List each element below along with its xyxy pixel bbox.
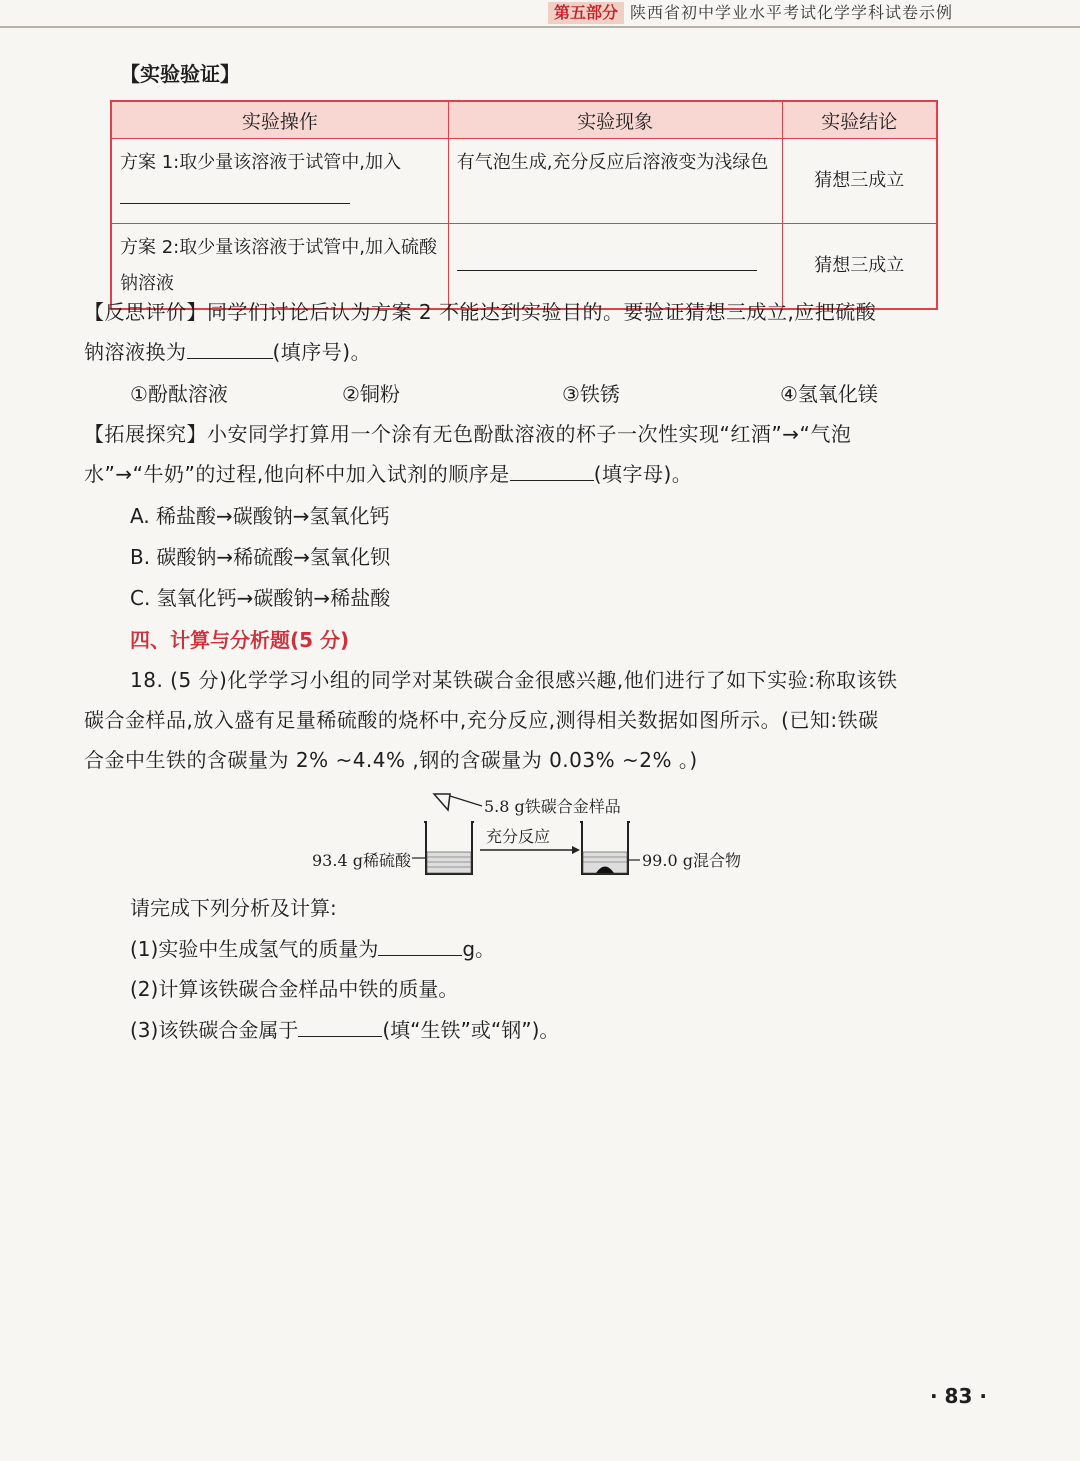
header-title: 陕西省初中学业水平考试化学学科试卷示例 <box>630 3 954 22</box>
reflection-line-2-hint: (填序号)。 <box>272 340 372 364</box>
option-item: ②铜粉 <box>342 382 400 406</box>
question-18-line-1: 18. (5 分)化学学习小组的同学对某铁碳合金很感兴趣,他们进行了如下实验:称取该铁 <box>130 668 898 692</box>
option-item: ④氢氧化镁 <box>780 382 878 406</box>
page-number: · 83 · <box>930 1384 987 1408</box>
reflection-line-2-text: 钠溶液换为 <box>84 340 187 364</box>
answer-blank[interactable] <box>120 202 350 204</box>
reaction-arrowhead-icon <box>572 846 580 854</box>
extension-line-2 <box>84 454 964 494</box>
table-cell-operation: 方案 2:取少量该溶液于试管中,加入硫酸钠溶液 <box>111 224 448 310</box>
reflection-paragraph <box>84 292 964 372</box>
sub-question-2: (2)计算该铁碳合金样品中铁的质量。 <box>130 977 459 1001</box>
table-cell-operation <box>111 139 448 224</box>
left-beaker-icon <box>424 822 474 874</box>
reflection-line-2 <box>84 332 964 372</box>
diagram-mixture-label: 99.0 g混合物 <box>642 851 741 870</box>
instructions-text: 请完成下列分析及计算: <box>130 896 337 920</box>
table-header-cell: 实验结论 <box>782 101 937 139</box>
extension-line-2-hint: (填字母)。 <box>593 462 693 486</box>
table-cell-phenomenon: 有气泡生成,充分反应后溶液变为浅绿色 <box>448 139 782 224</box>
sub-question-1 <box>130 929 495 969</box>
header-part-label: 第五部分 <box>548 2 624 24</box>
question-18-line-3: 合金中生铁的含碳量为 2% ~4.4% ,钢的含碳量为 0.03% ~2% 。) <box>84 748 698 772</box>
experiment-diagram <box>300 786 760 886</box>
question-18 <box>84 660 964 780</box>
calculation-section-title: 四、计算与分析题(5 分) <box>130 628 350 652</box>
table-header-cell: 实验操作 <box>111 101 448 139</box>
option-item: ③铁锈 <box>562 382 620 406</box>
sub-question-3-text: (3)该铁碳合金属于 <box>130 1018 299 1042</box>
option-item: ①酚酞溶液 <box>130 382 228 406</box>
answer-blank[interactable] <box>510 479 594 481</box>
table-header-cell: 实验现象 <box>448 101 782 139</box>
extension-line-2-text: 水”→“牛奶”的过程,他向杯中加入试剂的顺序是 <box>84 462 510 486</box>
extension-paragraph <box>84 414 964 494</box>
diagram-sample-label: 5.8 g铁碳合金样品 <box>484 797 621 816</box>
option-list <box>130 374 950 414</box>
section-title-experiment: 【实验验证】 <box>120 62 240 86</box>
diagram-reaction-label: 充分反应 <box>486 827 551 846</box>
right-beaker-icon <box>580 822 630 874</box>
answer-blank[interactable] <box>457 269 757 271</box>
answer-blank[interactable] <box>378 954 462 956</box>
experiment-table <box>110 100 938 310</box>
reflection-line-1: 【反思评价】同学们讨论后认为方案 2 不能达到实验目的。要验证猜想三成立,应把硫酸 <box>84 300 877 324</box>
table-cell-conclusion: 猜想三成立 <box>782 224 937 310</box>
choice-b: B. 碳酸钠→稀硫酸→氢氧化钡 <box>130 545 390 569</box>
choice-a: A. 稀盐酸→碳酸钠→氢氧化钙 <box>130 504 390 528</box>
sub-question-3-hint: (填“生铁”或“钢”)。 <box>382 1018 560 1042</box>
operation-text: 方案 1:取少量该溶液于试管中,加入 <box>120 152 401 173</box>
table-cell-conclusion: 猜想三成立 <box>782 139 937 224</box>
sub-question-3 <box>130 1010 559 1050</box>
diagram-acid-label: 93.4 g稀硫酸 <box>312 851 411 870</box>
extension-line-1: 【拓展探究】小安同学打算用一个涂有无色酚酞溶液的杯子一次性实现“红酒”→“气泡 <box>84 422 852 446</box>
sub-question-1-text: (1)实验中生成氢气的质量为 <box>130 937 379 961</box>
sample-pointer-line <box>450 796 482 806</box>
question-18-line-2: 碳合金样品,放入盛有足量稀硫酸的烧杯中,充分反应,测得相关数据如图所示。(已知:铁碳 <box>84 708 879 732</box>
answer-blank[interactable] <box>187 357 273 359</box>
page-header <box>0 0 1080 28</box>
choice-c: C. 氢氧化钙→碳酸钠→稀盐酸 <box>130 586 391 610</box>
table-header-row <box>111 101 937 139</box>
answer-blank[interactable] <box>298 1035 382 1037</box>
sample-scoop-icon <box>434 794 450 810</box>
sub-question-1-unit: g。 <box>462 937 496 961</box>
table-row <box>111 139 937 224</box>
